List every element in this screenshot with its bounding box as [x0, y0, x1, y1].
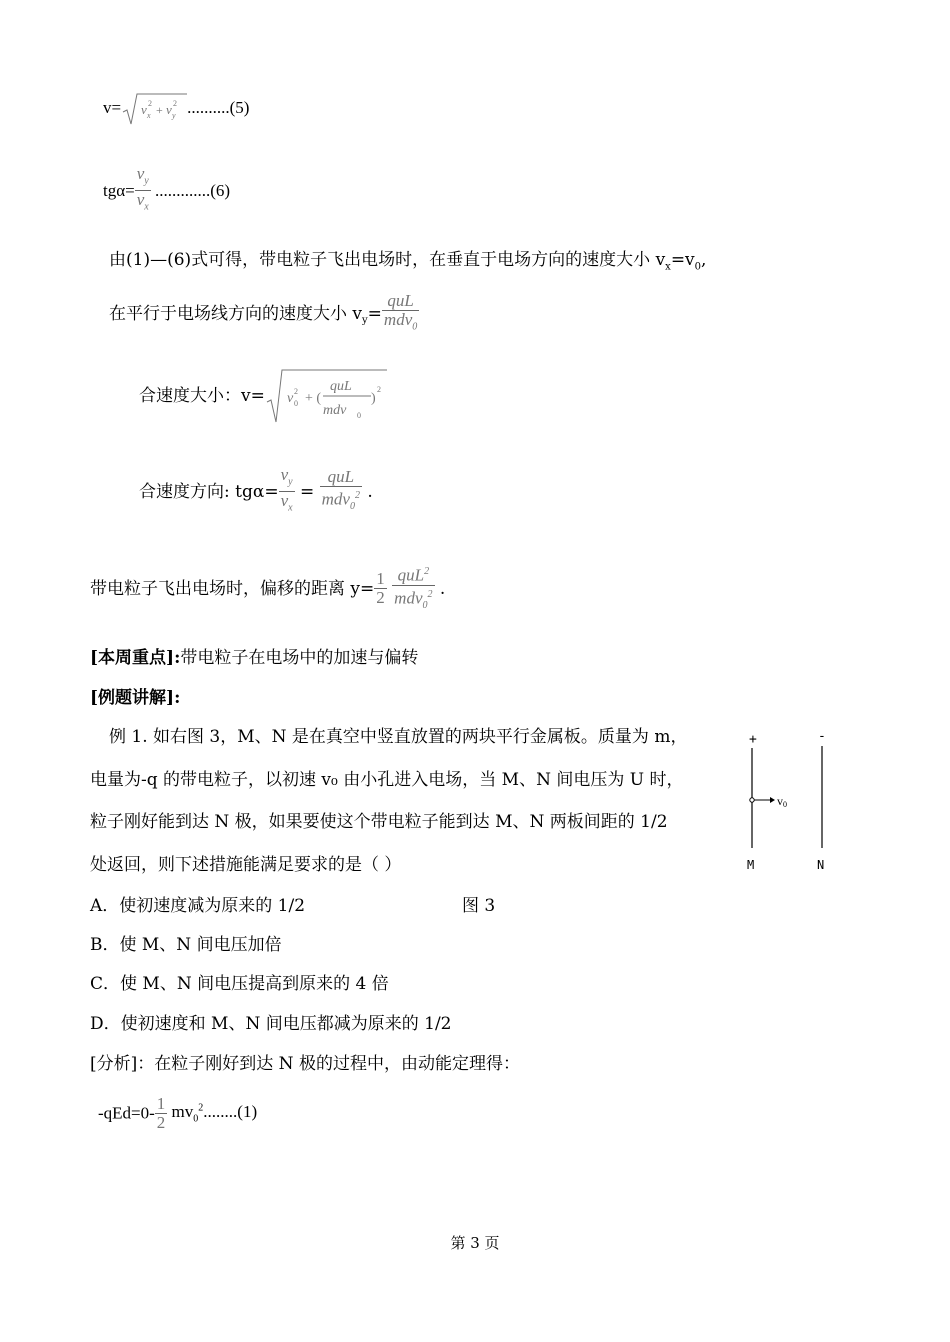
- example1-line1: 例 1. 如右图 3，M、N 是在真空中竖直放置的两块平行金属板。质量为 m，: [109, 727, 688, 747]
- minus-sign: -: [818, 729, 826, 744]
- svg-text:): ): [370, 391, 376, 406]
- deflection-fraction: $\frac{quL^2}{mdv_0^2}$: [394, 565, 433, 611]
- half-fraction: $\frac{1}{2}$: [376, 569, 385, 608]
- svg-text:x: x: [147, 111, 151, 120]
- figure-caption: 图 3: [462, 896, 496, 916]
- deflection: 带电粒子飞出电场时，偏移的距离 y= $\frac{1}{2}$ $\frac{quL^2}{mdv_0^2}$ .: [90, 563, 445, 615]
- equation-5: [103, 92, 249, 126]
- equation-energy: -qEd=0- $\frac{1}{2}$ $mv_0^2........(1)$: [98, 1094, 258, 1132]
- speed-sqrt-icon: [265, 368, 387, 424]
- focus-text: 带电粒子在电场中的加速与偏转: [180, 648, 419, 668]
- eq6-lhs: tgα=: [103, 180, 135, 200]
- plus-sign: +: [749, 732, 757, 747]
- eq5-lhs: v=: [103, 97, 122, 117]
- svg-text:y: y: [172, 111, 176, 120]
- eq5-rad-a: v: [141, 102, 147, 117]
- energy-half-fraction: $\frac{1}{2}$: [156, 1094, 166, 1132]
- svg-text:2: 2: [173, 99, 178, 108]
- example1-line3: 粒子刚好能到达 N 极，如果要使这个带电粒子能到达 M、N 两板间距的 1/2: [90, 812, 668, 832]
- svg-text:0: 0: [293, 399, 298, 408]
- focus-label: [本周重点]:: [90, 648, 181, 668]
- svg-text:v: v: [166, 102, 172, 117]
- combined-speed: 合速度大小：v= v 0 2 + ( quL mdv 0 ) 2: [139, 368, 387, 424]
- direction-fraction-1: $\frac{v_y}{v_x}$: [280, 465, 293, 514]
- sqrt-sign-icon: [121, 92, 187, 126]
- svg-text:v: v: [286, 391, 294, 406]
- example1-line2: 电量为-q 的带电粒子，以初速 v₀ 由小孔进入电场，当 M、N 间电压为 U 时，: [90, 770, 684, 790]
- svg-text:+ (: + (: [304, 391, 321, 406]
- paragraph-result: 由(1)—(6)式可得，带电粒子飞出电场时，在垂直于电场方向的速度大小 $v_x=v_0$,: [109, 250, 707, 273]
- svg-text:+: +: [156, 103, 163, 117]
- v0-label: v0: [777, 794, 787, 809]
- option-a: A．使初速度减为原来的 1/2: [90, 896, 306, 916]
- svg-text:0: 0: [356, 411, 361, 420]
- eq5-tag: ..........(5): [187, 97, 250, 117]
- arrow-head-icon: [770, 797, 775, 803]
- eq5-sqrt: [121, 92, 187, 126]
- page-footer: 第 3 页: [450, 1234, 500, 1252]
- label-n: N: [817, 858, 825, 872]
- svg-text:quL: quL: [329, 379, 352, 394]
- eq6-tag: .............(6): [154, 180, 231, 200]
- examples-heading: [例题讲解]:: [90, 688, 181, 708]
- figure-3-plates: [740, 728, 840, 876]
- example1-line4: 处返回，则下述措施能满足要求的是（ ）: [90, 855, 402, 875]
- paragraph-vy: 在平行于电场线方向的速度大小 $v_y=$ $\frac{\text{quL}}{mdv_0}$: [109, 292, 419, 336]
- particle: [750, 798, 754, 802]
- svg-text:mdv: mdv: [322, 403, 347, 418]
- label-m: M: [747, 858, 755, 872]
- svg-text:2: 2: [293, 387, 298, 396]
- vy-fraction: $\frac{\text{quL}}{mdv_0}$: [383, 291, 418, 333]
- svg-text:2: 2: [148, 99, 153, 108]
- weekly-focus: [90, 648, 418, 668]
- analysis-text: [分析]：在粒子刚好到达 N 极的过程中，由动能定理得：: [90, 1054, 520, 1074]
- option-c: C．使 M、N 间电压提高到原来的 4 倍: [90, 974, 389, 994]
- svg-text:2: 2: [376, 385, 381, 394]
- option-b: B．使 M、N 间电压加倍: [90, 935, 282, 955]
- direction-fraction-2: $\frac{\text{quL}}{mdv_0^2}$: [321, 466, 360, 512]
- option-d: D．使初速度和 M、N 间电压都减为原来的 1/2: [90, 1014, 452, 1034]
- combined-direction: 合速度方向: tgα= $\frac{v_y}{v_x}$ = $\frac{\text{quL}}{mdv_0^2}$ .: [139, 466, 373, 518]
- equation-6: [103, 165, 230, 217]
- eq6-fraction: $\frac{v_y}{v_x}$: [136, 164, 149, 213]
